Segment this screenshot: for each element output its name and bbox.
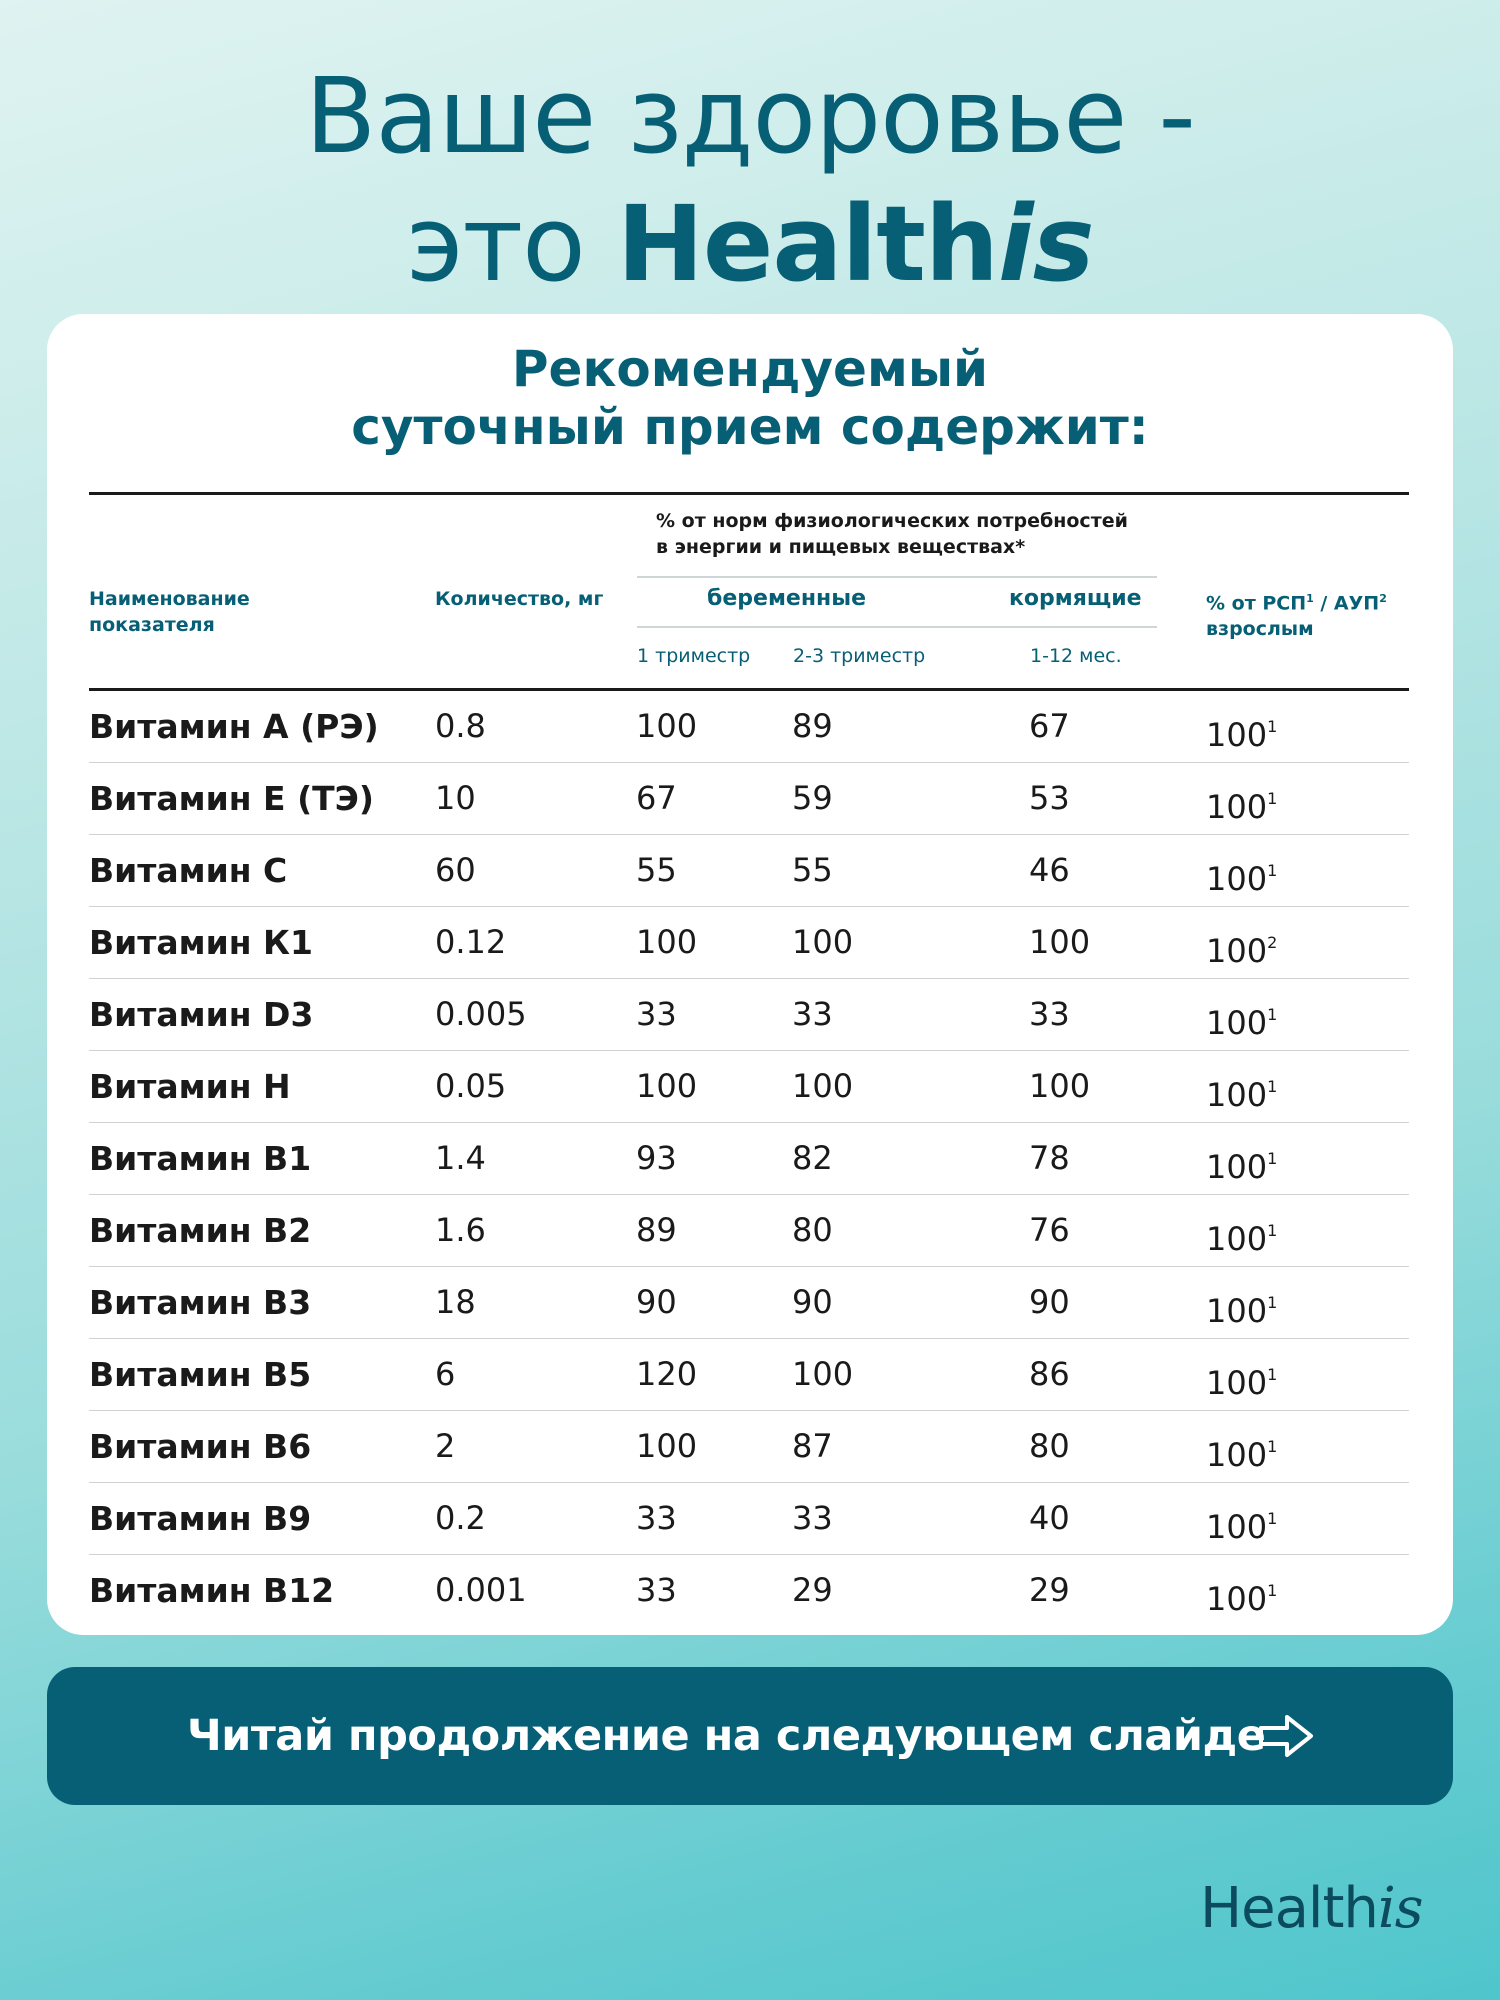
table-row bbox=[89, 691, 1409, 763]
card-title bbox=[47, 340, 1453, 456]
lactating-value: 46 bbox=[1029, 851, 1070, 889]
trimester1-value: 100 bbox=[636, 1427, 698, 1465]
vitamin-name: Витамин В6 bbox=[89, 1427, 312, 1466]
table-row bbox=[89, 907, 1409, 979]
trimester1-value: 67 bbox=[636, 779, 677, 817]
lactating-value: 100 bbox=[1029, 1067, 1091, 1105]
quantity-value: 18 bbox=[435, 1283, 476, 1321]
rsp-footnote: 1 bbox=[1267, 1293, 1278, 1312]
vitamin-name: Витамин В2 bbox=[89, 1211, 312, 1250]
rsp-number: 100 bbox=[1206, 1076, 1268, 1114]
table-row bbox=[89, 1195, 1409, 1267]
vitamin-name: Витамин Е (ТЭ) bbox=[89, 779, 374, 818]
lactating-value: 86 bbox=[1029, 1355, 1070, 1393]
rsp-number: 100 bbox=[1206, 1148, 1268, 1186]
next-slide-label: Читай продолжение на следующем слайде bbox=[187, 1711, 1266, 1761]
vitamin-name: Витамин В5 bbox=[89, 1355, 312, 1394]
rsp-value bbox=[1206, 763, 1277, 843]
trimester1-value: 100 bbox=[636, 923, 698, 961]
header-aup-text: / АУП bbox=[1313, 592, 1380, 615]
quantity-value: 1.4 bbox=[435, 1139, 486, 1177]
lactating-value: 78 bbox=[1029, 1139, 1070, 1177]
trimester23-value: 59 bbox=[792, 779, 833, 817]
rsp-number: 100 bbox=[1206, 1436, 1268, 1474]
quantity-value: 0.001 bbox=[435, 1571, 527, 1609]
quantity-value: 0.005 bbox=[435, 995, 527, 1033]
table-row bbox=[89, 1483, 1409, 1555]
footer-logo bbox=[1200, 1876, 1423, 1941]
arrow-right-icon bbox=[1257, 1711, 1317, 1761]
lactating-value: 29 bbox=[1029, 1571, 1070, 1609]
footer-logo-main: Health bbox=[1200, 1876, 1378, 1941]
header-rsp-text: % от РСП bbox=[1206, 592, 1307, 615]
header-months: 1-12 мес. bbox=[1030, 645, 1122, 667]
rsp-value bbox=[1206, 1555, 1277, 1635]
rsp-number: 100 bbox=[1206, 1364, 1268, 1402]
header-rsp bbox=[1206, 586, 1426, 642]
vitamin-name: Витамин К1 bbox=[89, 923, 313, 962]
header-rsp-sup: 1 bbox=[1306, 592, 1314, 605]
header-trimester23: 2-3 триместр bbox=[793, 645, 926, 667]
header-rsp-line1 bbox=[1206, 586, 1426, 616]
header-name: Наименование показателя bbox=[89, 588, 250, 636]
next-slide-button[interactable] bbox=[47, 1667, 1453, 1805]
rsp-footnote: 1 bbox=[1267, 1581, 1278, 1600]
trimester1-value: 89 bbox=[636, 1211, 677, 1249]
table-row bbox=[89, 1555, 1409, 1626]
rsp-footnote: 1 bbox=[1267, 1149, 1278, 1168]
vitamin-name: Витамин В12 bbox=[89, 1571, 335, 1610]
lactating-value: 76 bbox=[1029, 1211, 1070, 1249]
rsp-value bbox=[1206, 1195, 1277, 1275]
rsp-footnote: 1 bbox=[1267, 1221, 1278, 1240]
lactating-value: 100 bbox=[1029, 923, 1091, 961]
header-norm-note-line2: в энергии и пищевых веществах* bbox=[656, 536, 1026, 558]
lactating-value: 67 bbox=[1029, 707, 1070, 745]
card-title-line2: суточный прием содержит: bbox=[351, 398, 1149, 456]
rsp-value bbox=[1206, 1267, 1277, 1347]
trimester1-value: 100 bbox=[636, 707, 698, 745]
trimester23-value: 82 bbox=[792, 1139, 833, 1177]
trimester23-value: 87 bbox=[792, 1427, 833, 1465]
rsp-footnote: 2 bbox=[1267, 933, 1278, 952]
rsp-value bbox=[1206, 1411, 1277, 1491]
rsp-footnote: 1 bbox=[1267, 789, 1278, 808]
table-row bbox=[89, 1339, 1409, 1411]
rsp-number: 100 bbox=[1206, 1580, 1268, 1618]
quantity-value: 0.12 bbox=[435, 923, 507, 961]
table-row bbox=[89, 1051, 1409, 1123]
trimester1-value: 100 bbox=[636, 1067, 698, 1105]
header-trimester1: 1 триместр bbox=[637, 645, 751, 667]
rsp-value bbox=[1206, 1483, 1277, 1563]
headline-brand-suffix: is bbox=[997, 183, 1094, 305]
rsp-value bbox=[1206, 691, 1277, 771]
vitamin-name: Витамин В9 bbox=[89, 1499, 312, 1538]
rsp-number: 100 bbox=[1206, 1220, 1268, 1258]
header-lactating: кормящие bbox=[1009, 586, 1142, 611]
rsp-footnote: 1 bbox=[1267, 1005, 1278, 1024]
quantity-value: 0.2 bbox=[435, 1499, 486, 1537]
nutrition-card bbox=[47, 314, 1453, 1635]
quantity-value: 1.6 bbox=[435, 1211, 486, 1249]
quantity-value: 10 bbox=[435, 779, 476, 817]
header-quantity: Количество, мг bbox=[435, 588, 604, 610]
trimester1-value: 90 bbox=[636, 1283, 677, 1321]
quantity-value: 0.8 bbox=[435, 707, 486, 745]
rsp-number: 100 bbox=[1206, 1004, 1268, 1042]
vitamin-name: Витамин А (РЭ) bbox=[89, 707, 379, 746]
vitamin-name: Витамин D3 bbox=[89, 995, 314, 1034]
lactating-value: 90 bbox=[1029, 1283, 1070, 1321]
vitamin-name: Витамин В3 bbox=[89, 1283, 312, 1322]
rsp-number: 100 bbox=[1206, 1292, 1268, 1330]
vitamin-name: Витамин В1 bbox=[89, 1139, 312, 1178]
rsp-number: 100 bbox=[1206, 1508, 1268, 1546]
rsp-footnote: 1 bbox=[1267, 861, 1278, 880]
trimester23-value: 100 bbox=[792, 1355, 854, 1393]
trimester1-value: 33 bbox=[636, 1499, 677, 1537]
trimester23-value: 100 bbox=[792, 923, 854, 961]
quantity-value: 0.05 bbox=[435, 1067, 507, 1105]
header-sub-divider bbox=[637, 626, 1157, 628]
table-row bbox=[89, 835, 1409, 907]
table-row bbox=[89, 1123, 1409, 1195]
trimester23-value: 29 bbox=[792, 1571, 833, 1609]
trimester23-value: 33 bbox=[792, 1499, 833, 1537]
header-norm-note-line1: % от норм физиологических потребностей bbox=[656, 510, 1128, 532]
headline-brand-main: Health bbox=[616, 183, 998, 305]
headline bbox=[0, 52, 1500, 308]
footer-logo-suffix: is bbox=[1377, 1876, 1423, 1941]
quantity-value: 60 bbox=[435, 851, 476, 889]
header-aup-sup: 2 bbox=[1379, 592, 1387, 605]
quantity-value: 6 bbox=[435, 1355, 456, 1393]
trimester23-value: 89 bbox=[792, 707, 833, 745]
rsp-footnote: 1 bbox=[1267, 1077, 1278, 1096]
header-norm-divider bbox=[637, 576, 1157, 578]
card-title-line1: Рекомендуемый bbox=[511, 340, 989, 398]
rsp-value bbox=[1206, 1339, 1277, 1419]
headline-line2 bbox=[0, 180, 1500, 308]
rsp-number: 100 bbox=[1206, 788, 1268, 826]
headline-line1: Ваше здоровье - bbox=[305, 55, 1195, 177]
lactating-value: 80 bbox=[1029, 1427, 1070, 1465]
rsp-footnote: 1 bbox=[1267, 1365, 1278, 1384]
rsp-footnote: 1 bbox=[1267, 1509, 1278, 1528]
table-row bbox=[89, 979, 1409, 1051]
trimester1-value: 33 bbox=[636, 1571, 677, 1609]
rsp-number: 100 bbox=[1206, 716, 1268, 754]
rsp-footnote: 1 bbox=[1267, 1437, 1278, 1456]
trimester1-value: 33 bbox=[636, 995, 677, 1033]
rsp-value bbox=[1206, 979, 1277, 1059]
table-row bbox=[89, 1267, 1409, 1339]
rsp-value bbox=[1206, 1051, 1277, 1131]
header-norm-note bbox=[656, 508, 1128, 560]
table-row bbox=[89, 1411, 1409, 1483]
header-pregnant: беременные bbox=[707, 586, 867, 611]
trimester1-value: 93 bbox=[636, 1139, 677, 1177]
rsp-number: 100 bbox=[1206, 932, 1268, 970]
trimester1-value: 120 bbox=[636, 1355, 698, 1393]
vitamin-name: Витамин С bbox=[89, 851, 288, 890]
rsp-footnote: 1 bbox=[1267, 717, 1278, 736]
trimester23-value: 100 bbox=[792, 1067, 854, 1105]
lactating-value: 33 bbox=[1029, 995, 1070, 1033]
table-top-rule bbox=[89, 492, 1409, 495]
lactating-value: 40 bbox=[1029, 1499, 1070, 1537]
trimester23-value: 55 bbox=[792, 851, 833, 889]
headline-brand bbox=[617, 183, 1094, 305]
header-rsp-line2: взрослым bbox=[1206, 618, 1314, 641]
vitamin-name: Витамин Н bbox=[89, 1067, 291, 1106]
trimester23-value: 33 bbox=[792, 995, 833, 1033]
trimester1-value: 55 bbox=[636, 851, 677, 889]
table-row bbox=[89, 763, 1409, 835]
table-body bbox=[89, 691, 1409, 1626]
rsp-value bbox=[1206, 1123, 1277, 1203]
rsp-value bbox=[1206, 907, 1277, 987]
rsp-number: 100 bbox=[1206, 860, 1268, 898]
trimester23-value: 90 bbox=[792, 1283, 833, 1321]
rsp-value bbox=[1206, 835, 1277, 915]
headline-prefix: это bbox=[406, 183, 617, 305]
lactating-value: 53 bbox=[1029, 779, 1070, 817]
trimester23-value: 80 bbox=[792, 1211, 833, 1249]
quantity-value: 2 bbox=[435, 1427, 456, 1465]
